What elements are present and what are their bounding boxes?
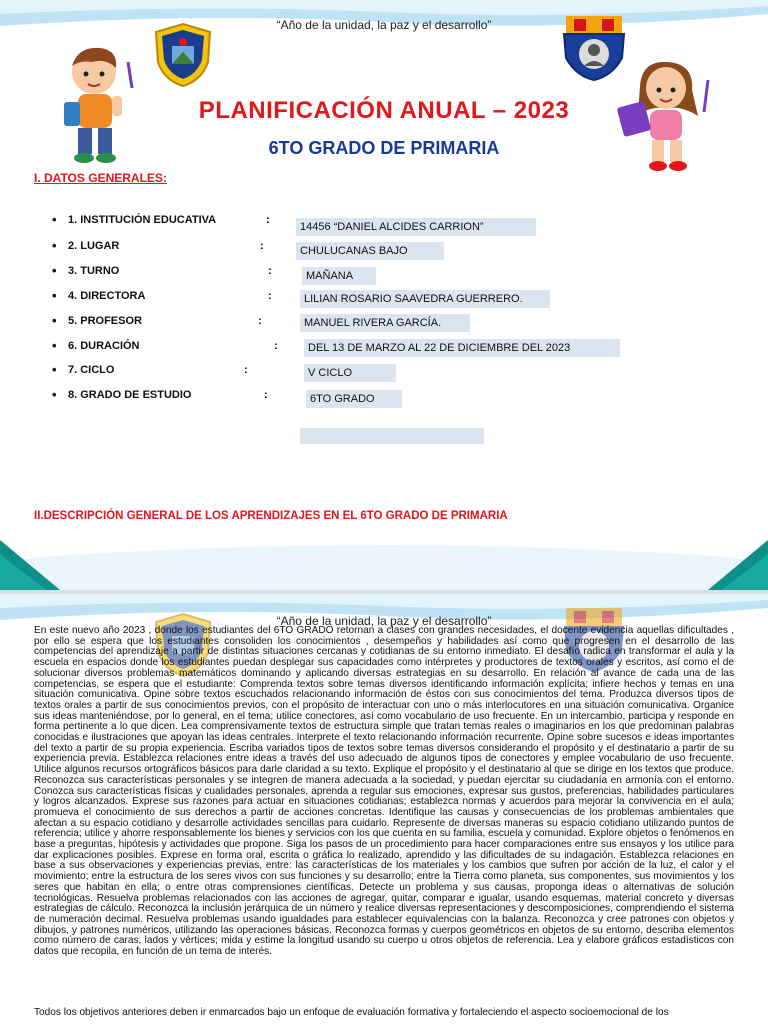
field-label-shift: • 3. TURNO [52, 263, 120, 278]
field-value-cycle: V CICLO [304, 364, 396, 382]
field-value-shift: MAÑANA [302, 267, 376, 285]
field-value-duration: DEL 13 DE MARZO AL 22 DE DICIEMBRE DEL 2023 [304, 339, 620, 357]
page-subtitle: 6TO GRADO DE PRIMARIA [268, 138, 500, 158]
field-value-grade: 6TO GRADO [306, 390, 402, 408]
field-label-duration: • 6. DURACIÓN [52, 338, 140, 353]
section-heading-general-data: I. DATOS GENERALES: [34, 171, 167, 185]
field-value-institution: 14456 “DANIEL ALCIDES CARRION” [296, 218, 536, 236]
field-colon: : [258, 315, 262, 327]
motto-text: “Año de la unidad, la paz y el desarrollo” [276, 614, 492, 628]
empty-value-box [300, 428, 484, 444]
learning-description-paragraph: En este nuevo año 2023 , donde los estudiantes del 6TO GRADO retornan a clases con grandes necesidades, el docente evidencia aquellas dificultades , por ello se espera que los estudiantes consoliden los conocimientos , desempeños y habilidades así como que progresen en el desarrollo de las competencias del aprendizaje a partir de distintas situaciones cercanas y cotidianas de su entorno inmediato. El desafío radica en transformar el aula y la escuela en espacios donde los estudiantes puedan desplegar sus capacidades como intérpretes y productores de textos orales y escritos, así como el de solucionar diversos problemas matemáticos dominando y aplicando diversas estrategias en su desarrollo. En relación al avance de cada una de las competencias, se espera que el estudiante: Comprenda textos sobre temas diversos identificando información explícita; infiere hechos y temas en una situación comunicativa. Opine sobre textos escuchados relacionando información de éstos con sus conocimientos del tema. Produzca diversos tipos de textos orales a partir de sus conocimientos previos, con el propósito de interactuar con uno o más interlocutores en una situación comunicativa. Organice sus ideas manteniéndose, por lo general, en el tema; utilice conectores, así como vocabulario de uso frecuente. En un intercambio, participa y responde en forma pertinente a lo que dicen. Lea comprensivamente textos de estructura simple que tratan temas reales o imaginarios en los que predominan palabras conocidas e ilustraciones que apoyan las ideas centrales. Interprete el texto relacionando información recurrente. Opine sobre sucesos e ideas importantes del texto a partir de su propia experiencia. Escriba variados tipos de textos sobre temas diversos considerando el propósito y el destinatario a partir de su experiencia previa. Establezca relaciones entre ideas a través del uso adecuado de algunos tipos de conectores y emplee vocabulario de uso frecuente. Utilice algunos recursos ortográficos básicos para darle claridad a su texto. Explique el propósito y el destinatario al que se dirige en los textos que produce. Reconozca sus características personales y se integren de manera adecuada a la sociedad, y puedan ejercitar su ciudadanía en armonía con el entorno. Conozca sus características físicas y cualidades personales, aprenda a regular sus emociones, expresar sus gustos, preferencias, habilidades particulares y logros alcanzados. Exprese sus razones para actuar en situaciones cotidianas; establezca normas y acuerdos para mejorar la convivencia en el aula; promueva el conocimiento de sus derechos a partir de acciones concretas. Identifique las causas y consecuencias de los problemas ambientales que afectan a su espacio cotidiano y desarrolle actividades sencillas para cuidarlo. Represente de diversas maneras su espacio cotidiano utilizando puntos de referencia; utilice y ahorre responsablemente los bienes y servicios con los que cuenta en su familia, escuela y comunidad. Explore objetos o fenómenos en base a preguntas, hipótesis y actividades que propone. Siga los pasos de un procedimiento para hacer comparaciones entre sus ensayos y los utilice para dar explicaciones posibles. Exprese en forma oral, escrita o gráfica lo realizado, aprendido y las dificultades de su indagación. Establezca relaciones en base a sus observaciones y experiencias previas, entre: las características de los materiales y los cambios que sufren por acción de la luz, el calor y el movimiento; entre la estructura de los seres vivos con sus funciones y su desarrollo; entre la Tierra como planeta, sus componentes, sus movimientos y los seres que habitan en ella; o entre otras comprensiones científicas. Detecte un problema y sus causas, proponga ideas o alternativas de solución tecnológicas. Resuelva problemas relacionados con las acciones de agregar, quitar, comparar e igualar, usando esquemas, material concreto y diversas estrategias de cálculo. Reconozca la inclusión jerárquica de un número y realice diversas representaciones y descomposiciones, comprendiendo el sistema de numeración decimal. Resuelva problemas usando igualdades para establecer equivalencias con la balanza. Reconozca y cree patrones con objetos y dibujos, y patrones numéricos, utilizando las operaciones básicas. Reconozca formas y cuerpos geométricos en objetos de su entorno, describa elementos como número de caras, lados y vértices; mida y estime la longitud usando su cuerpo u otros objetos de referencia. Lea y elabore gráficos estadísticos con datos que recopila, en función de un tema de interés. [34, 625, 734, 958]
field-label-place: • 2. LUGAR [52, 238, 120, 253]
field-label-grade: • 8. GRADO DE ESTUDIO [52, 387, 192, 402]
section-heading-learning-description: II.DESCRIPCIÓN GENERAL DE LOS APRENDIZAJES EN EL 6TO GRADO DE PRIMARIA [34, 510, 508, 522]
field-colon: : [266, 214, 270, 226]
field-colon: : [274, 340, 278, 352]
field-value-teacher: MANUEL RIVERA GARCÍA. [300, 314, 470, 332]
field-colon: : [268, 290, 272, 302]
field-label-institution: • 1. INSTITUCIÓN EDUCATIVA [52, 212, 217, 227]
motto-text: “Año de la unidad, la paz y el desarrollo” [276, 18, 492, 32]
field-value-place: CHULUCANAS BAJO [296, 242, 444, 260]
field-value-director: LILIAN ROSARIO SAAVEDRA GUERRERO. [300, 290, 550, 308]
field-colon: : [264, 389, 268, 401]
school-emblem-left-icon [152, 22, 214, 88]
field-colon: : [268, 265, 272, 277]
page-2 [0, 594, 768, 1024]
paragraph-last-line: Todos los objetivos anteriores deben ir enmarcados bajo un enfoque de evaluación formativa y fortaleciendo el aspecto socioemocional de los [34, 1007, 669, 1018]
field-label-director: • 4. DIRECTORA [52, 288, 146, 303]
bottom-wave-decoration [0, 520, 768, 590]
field-label-teacher: • 5. PROFESOR [52, 313, 142, 328]
page-title: PLANIFICACIÓN ANUAL – 2023 [198, 97, 570, 124]
field-colon: : [260, 240, 264, 252]
field-colon: : [244, 364, 248, 376]
field-label-cycle: • 7. CICLO [52, 362, 115, 377]
